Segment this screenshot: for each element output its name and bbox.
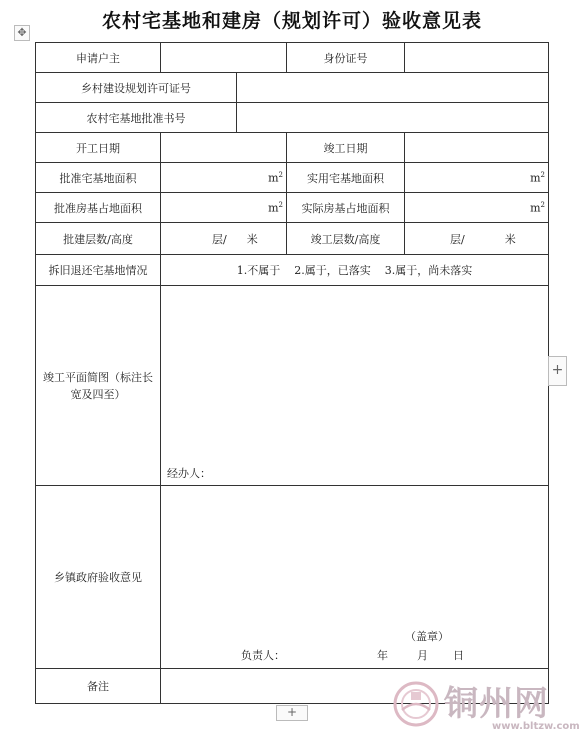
- town-opinion-area[interactable]: [161, 486, 549, 669]
- unit-sqm-exponent: 2: [278, 200, 283, 209]
- demolition-options[interactable]: 1.不属于 2.属于，已落实 3.属于，尚未落实: [161, 255, 549, 286]
- start-date-field[interactable]: [161, 133, 287, 163]
- unit-sqm-exponent: 2: [278, 170, 283, 179]
- finished-floors-field[interactable]: [405, 223, 549, 255]
- add-column-button[interactable]: +: [548, 356, 567, 386]
- town-opinion-label: 乡镇政府验收意见: [36, 486, 161, 669]
- month-label: 月: [417, 649, 428, 662]
- unit-sqm-exponent: 2: [540, 170, 545, 179]
- sketch-label: 竣工平面简图（标注长宽及四至）: [36, 286, 161, 486]
- responsible-label: 负责人：: [241, 649, 285, 662]
- row-sketch: [36, 286, 549, 486]
- acceptance-form-table: [35, 42, 549, 704]
- finish-date-label: 竣工日期: [287, 133, 405, 163]
- actual-site-area-field[interactable]: [405, 163, 549, 193]
- unit-sqm-exponent: 2: [540, 200, 545, 209]
- handler-label: 经办人：: [167, 467, 211, 480]
- unit-floors: 层/: [212, 232, 227, 246]
- approval-number-label: 农村宅基地批准书号: [36, 103, 237, 133]
- form-title: 农村宅基地和建房（规划许可）验收意见表: [101, 10, 482, 32]
- table-move-handle-icon[interactable]: ✥: [14, 25, 30, 41]
- permit-number-label: 乡村建设规划许可证号: [36, 73, 237, 103]
- approved-floors-field[interactable]: [161, 223, 287, 255]
- sketch-area[interactable]: [161, 286, 549, 486]
- row-floors: [36, 223, 549, 255]
- actual-footprint-label: 实际房基占地面积: [287, 193, 405, 223]
- approved-floors-label: 批建层数/高度: [36, 223, 161, 255]
- approval-number-field[interactable]: [237, 103, 549, 133]
- unit-sqm: m: [268, 171, 279, 185]
- permit-number-field[interactable]: [237, 73, 549, 103]
- day-label: 日: [453, 649, 464, 662]
- applicant-label: 申请户主: [36, 43, 161, 73]
- demolition-label: 拆旧退还宅基地情况: [36, 255, 161, 286]
- unit-floors: 层/: [450, 232, 465, 246]
- row-approval: [36, 103, 549, 133]
- unit-meters: 米: [504, 232, 516, 246]
- watermark-name: 铜州网: [444, 684, 549, 724]
- unit-meters: 米: [246, 232, 258, 246]
- remarks-label: 备注: [36, 669, 161, 704]
- start-date-label: 开工日期: [36, 133, 161, 163]
- applicant-field[interactable]: [161, 43, 287, 73]
- add-row-button[interactable]: +: [276, 705, 308, 721]
- finished-floors-label: 竣工层数/高度: [287, 223, 405, 255]
- row-site-area: [36, 163, 549, 193]
- approved-footprint-field[interactable]: [161, 193, 287, 223]
- watermark-logo-icon: [392, 680, 440, 728]
- row-dates: [36, 133, 549, 163]
- row-town-opinion: [36, 486, 549, 669]
- row-footprint: [36, 193, 549, 223]
- approved-footprint-label: 批准房基占地面积: [36, 193, 161, 223]
- watermark: [392, 680, 580, 735]
- unit-sqm: m: [268, 201, 279, 215]
- finish-date-field[interactable]: [405, 133, 549, 163]
- unit-sqm: m: [530, 171, 541, 185]
- approved-site-area-label: 批准宅基地面积: [36, 163, 161, 193]
- year-label: 年: [377, 649, 388, 662]
- seal-label: （盖章）: [405, 630, 449, 643]
- row-applicant: [36, 43, 549, 73]
- id-number-field[interactable]: [405, 43, 549, 73]
- id-number-label: 身份证号: [287, 43, 405, 73]
- actual-site-area-label: 实用宅基地面积: [287, 163, 405, 193]
- actual-footprint-field[interactable]: [405, 193, 549, 223]
- row-permit: [36, 73, 549, 103]
- unit-sqm: m: [530, 201, 541, 215]
- approved-site-area-field[interactable]: [161, 163, 287, 193]
- row-demolition: [36, 255, 549, 286]
- watermark-url: www.bltzw.com: [492, 721, 580, 732]
